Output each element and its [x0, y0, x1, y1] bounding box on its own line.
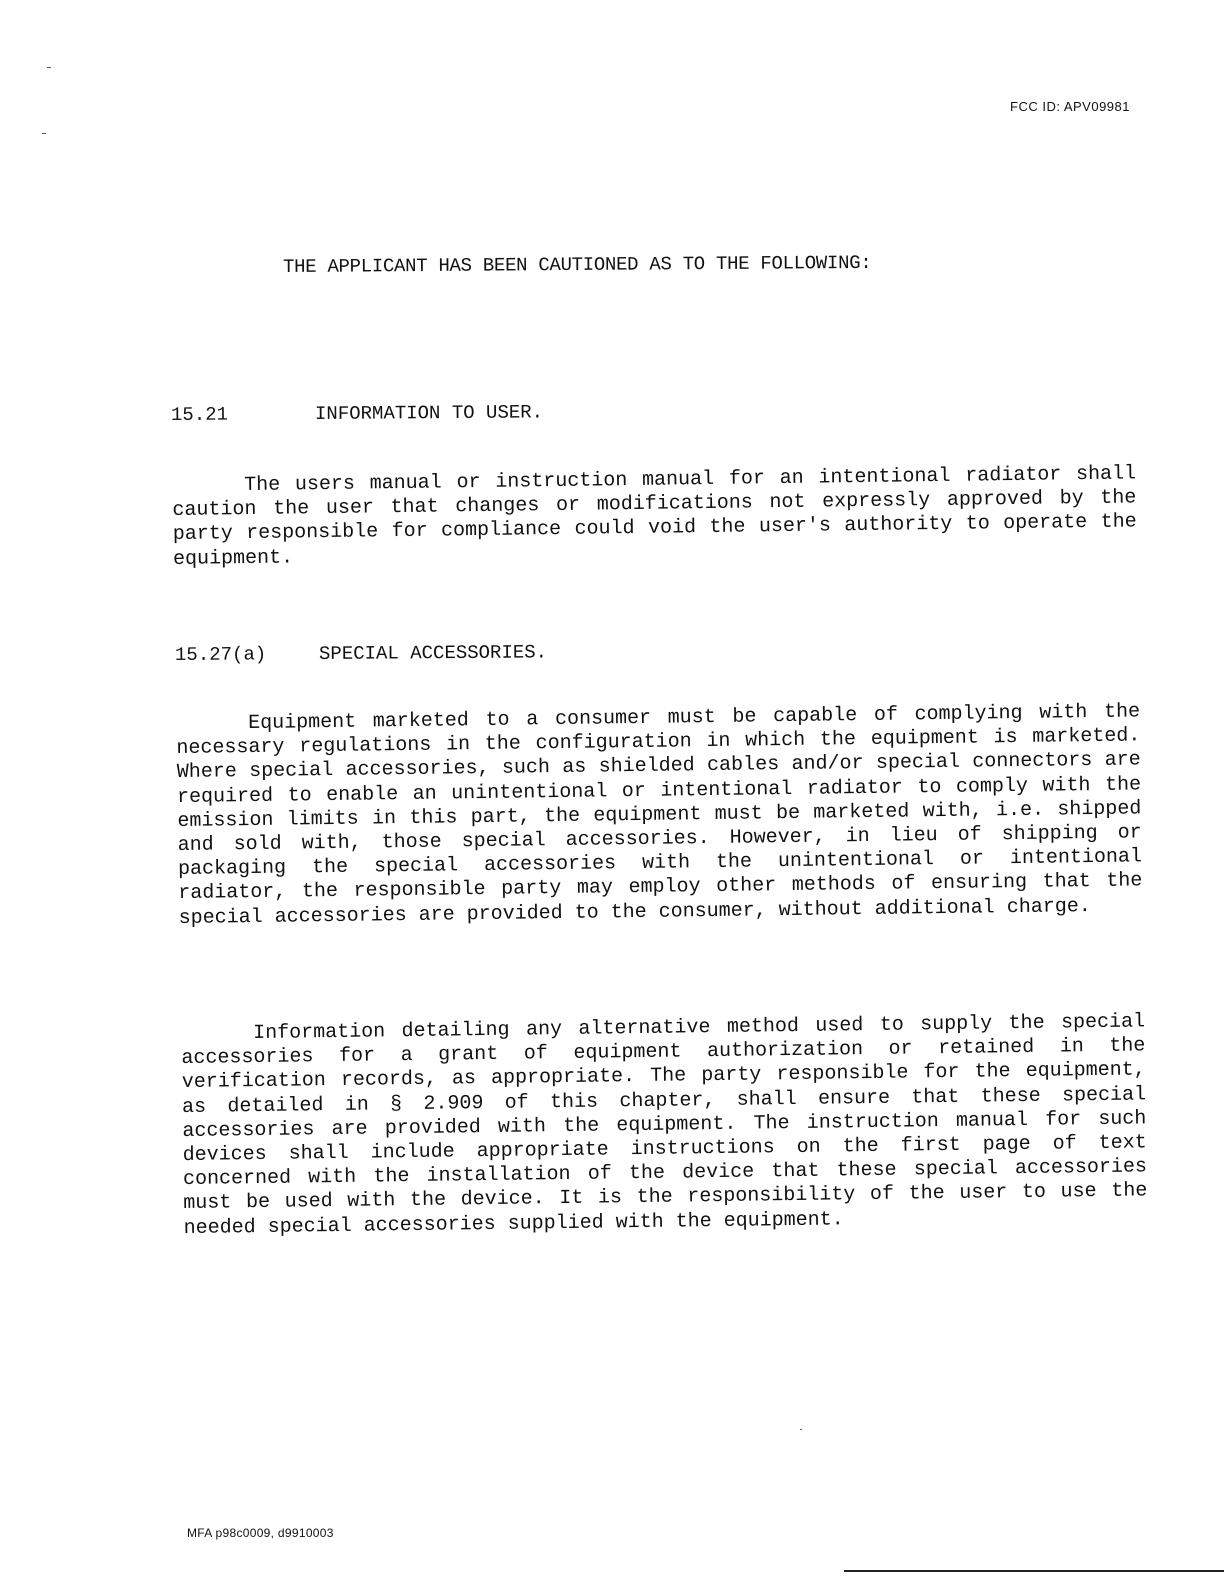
section-heading-15-21	[171, 401, 543, 426]
paragraph-special-accessories-2: Information detailing any alternative method used to supply the special accessories for a grant of equipment authorization or retained in the verification records, as appropriate. The party responsible for the equipment, as detailed in § 2.909 of this chapter, shall ensure that these special accessories are provided with the equipment. The instruction manual for such devices shall include appropriate instructions on the first page of text concerned with the installation of the device that these special accessories must be used with the device. It is the responsibility of the user to use the needed special accessories supplied with the equipment.	[181, 1010, 1148, 1240]
page-title: THE APPLICANT HAS BEEN CAUTIONED AS TO THE FOLLOWING:	[282, 251, 872, 278]
section-heading-15-27a	[175, 641, 547, 666]
paragraph-information-to-user: The users manual or instruction manual for an intentional radiator shall caution the user that changes or modifications not expressly approved by the party responsible for compliance could void the user's authority to operate the equipment.	[172, 462, 1137, 571]
scan-speck	[42, 133, 46, 134]
fcc-id-label: FCC ID: APV09981	[1010, 99, 1130, 114]
section-number: 15.27(a)	[174, 643, 267, 666]
section-title: INFORMATION TO USER.	[314, 401, 544, 425]
scan-speck	[800, 1429, 802, 1430]
paragraph-special-accessories-1: Equipment marketed to a consumer must be capable of complying with the necessary regulations in the configuration in which the equipment is marketed. Where special accessories, such as shielded cables and/or special connectors are required to enable an unintentional or intentional radiator to comply with the emission limits in this part, the equipment must be marketed with, i.e. shipped and sold with, those special accessories. However, in lieu of shipping or packaging the special accessories with the unintentional or intentional radiator, the responsible party may employ other methods of ensuring that the special accessories are provided to the consumer, without additional charge.	[176, 700, 1143, 930]
section-title: SPECIAL ACCESSORIES.	[318, 641, 548, 665]
footer-reference: MFA p98c0009, d9910003	[187, 1526, 334, 1540]
page-edge-line	[844, 1570, 1224, 1572]
section-number: 15.21	[170, 403, 229, 426]
scan-speck	[47, 67, 51, 68]
